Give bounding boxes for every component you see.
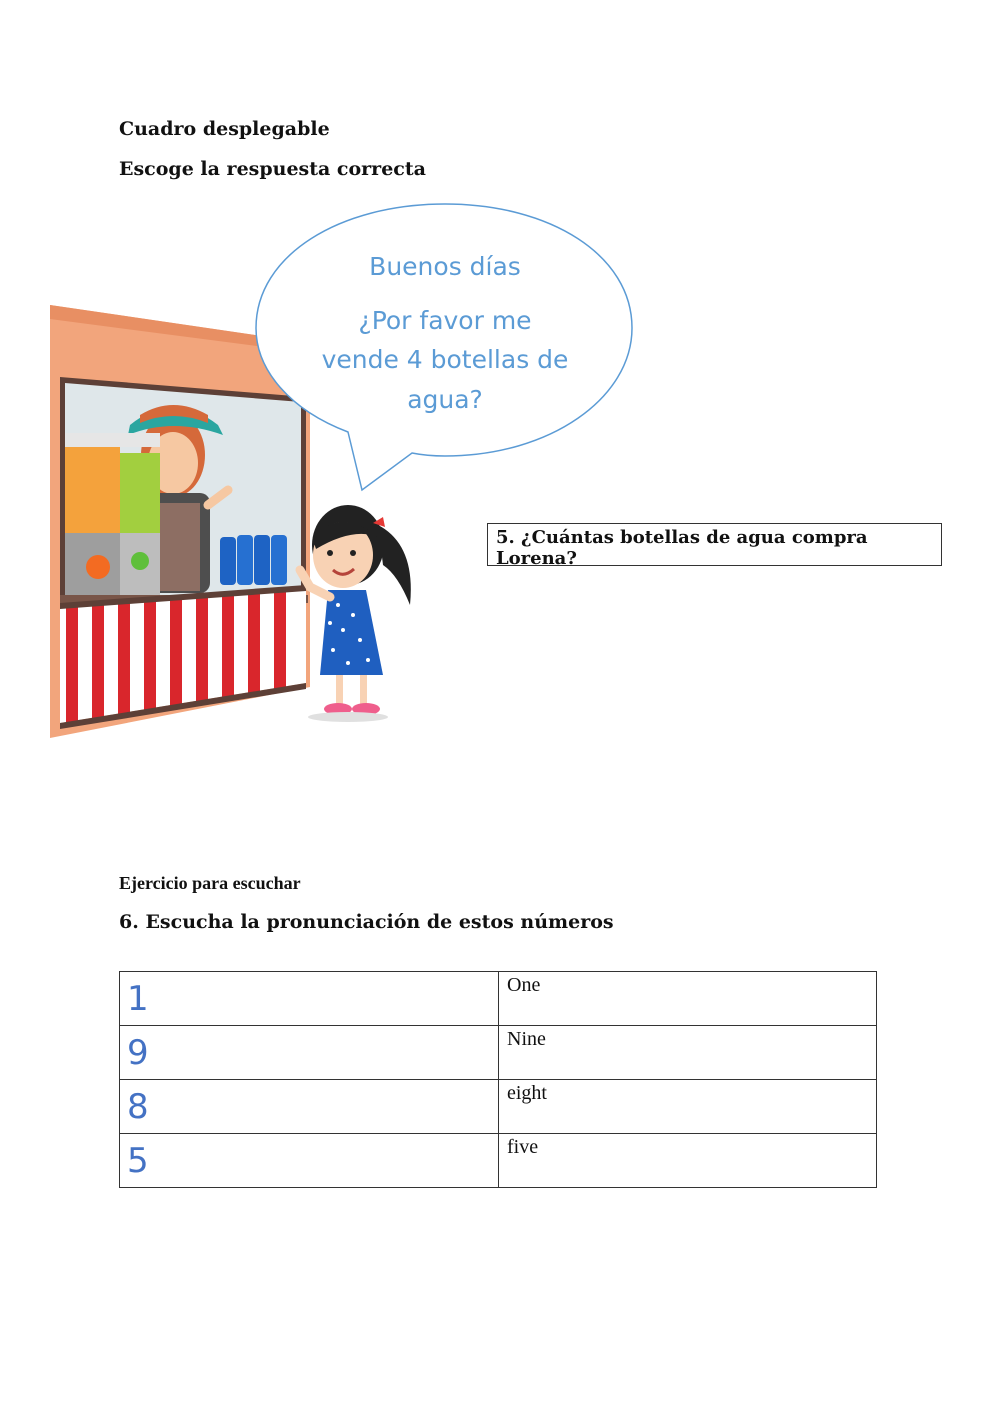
bubble-line-2: vende 4 botellas de — [321, 345, 569, 374]
digit: 9 — [127, 1033, 149, 1073]
digit: 5 — [127, 1141, 149, 1181]
table-row — [120, 972, 877, 1026]
number-word: five — [507, 1136, 539, 1158]
digit: 1 — [127, 979, 149, 1019]
table-row — [120, 1026, 877, 1080]
word-cell[interactable] — [499, 972, 877, 1026]
table-row — [120, 1134, 877, 1188]
digit-cell — [120, 1080, 499, 1134]
word-cell[interactable] — [499, 1134, 877, 1188]
section-title-listening: Ejercicio para escuchar — [119, 873, 301, 893]
word-cell[interactable] — [499, 1026, 877, 1080]
number-word: eight — [507, 1082, 547, 1104]
word-cell[interactable] — [499, 1080, 877, 1134]
numbers-table — [119, 971, 877, 1188]
number-word: One — [507, 974, 541, 996]
bubble-line-1: ¿Por favor me — [358, 306, 532, 335]
digit-cell — [120, 972, 499, 1026]
digit-cell — [120, 1134, 499, 1188]
number-word: Nine — [507, 1028, 546, 1050]
section-title-dropdown: Cuadro desplegable — [119, 118, 330, 140]
digit: 8 — [127, 1087, 149, 1127]
table-row — [120, 1080, 877, 1134]
instruction-choose-answer: Escoge la respuesta correcta — [119, 158, 426, 180]
bubble-line-3: agua? — [407, 385, 483, 414]
bubble-greeting: Buenos días — [369, 252, 521, 281]
question-5-dropdown[interactable] — [487, 523, 942, 569]
digit-cell — [120, 1026, 499, 1080]
instruction-listen-numbers: 6. Escucha la pronunciación de estos números — [119, 911, 614, 933]
question-5-label: 5. ¿Cuántas botellas de agua compra Lorena? — [496, 527, 868, 569]
